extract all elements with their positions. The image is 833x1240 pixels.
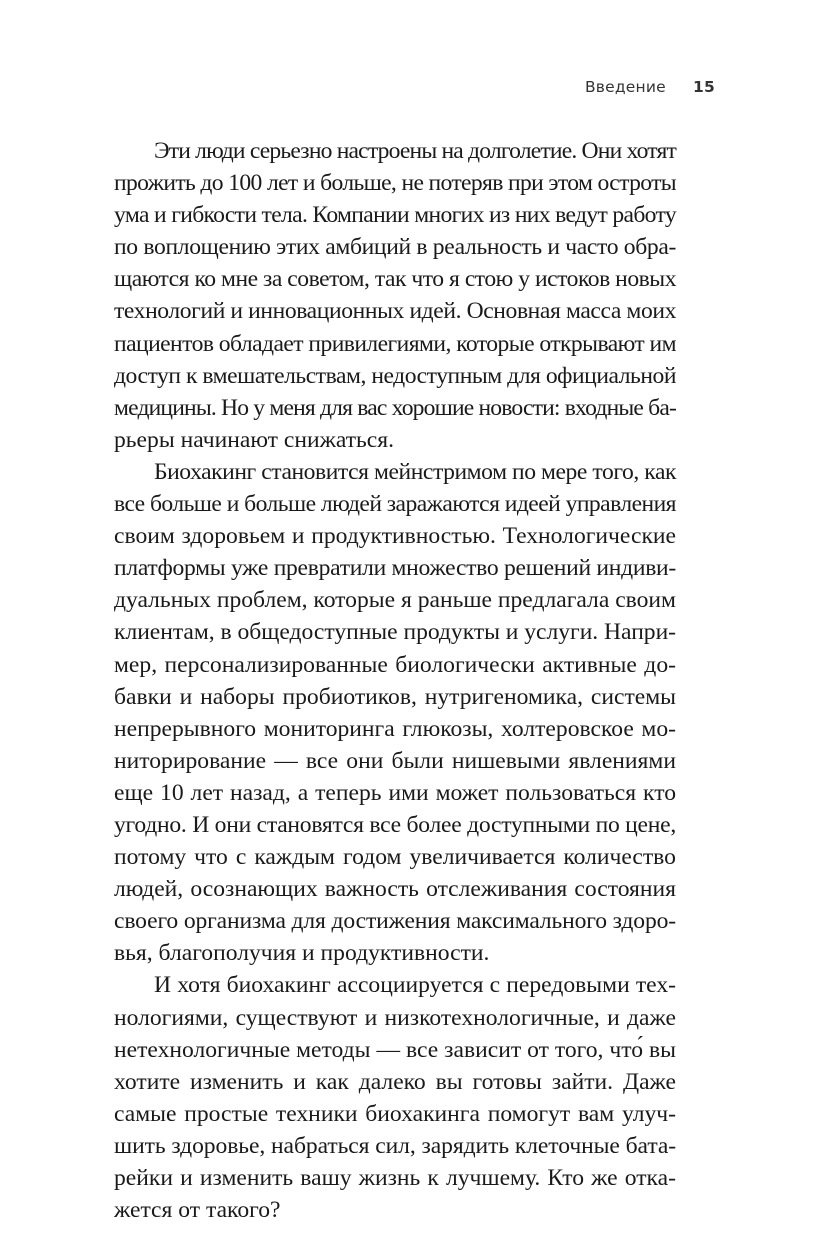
text-line: по воплощению этих амбиций в реальность и часто обра- [114, 234, 677, 261]
text-line: самые простые техники биохакинга помогут вам улуч- [114, 1100, 676, 1127]
text-line: потому что с каждым годом увеличивается количество [114, 844, 676, 871]
text-line: людей, осознающих важность отслеживания состояния [114, 876, 677, 903]
text-line: прожить до 100 лет и больше, не потеряв при этом остроты [114, 170, 676, 197]
text-line: хотите изменить и как далеко вы готовы зайти. Даже [114, 1068, 677, 1095]
text-line: мер, персонализированные биологически активные до- [114, 651, 676, 678]
text-line: все больше и больше людей заражаются идеей управления [114, 491, 676, 518]
page-number: 15 [693, 78, 715, 96]
text-line: Эти люди серьезно настроены на долголетие. Они хотят [154, 138, 676, 164]
running-head [585, 78, 715, 96]
text-line: ума и гибкости тела. Компании многих из них ведут работу [114, 202, 676, 229]
text-line: клиентам, в общедоступные продукты и услуги. Напри- [114, 619, 677, 646]
text-line: доступ к вмешательствам, недоступным для официальной [114, 362, 677, 389]
text-line: технологий и инновационных идей. Основная масса моих [114, 298, 676, 325]
text-line: нологиями, существуют и низкотехнологичные, и даже [114, 1004, 676, 1031]
body-text [114, 135, 716, 1226]
section-title: Введение [584, 78, 666, 96]
text-line: жется от такого? [114, 1197, 281, 1224]
text-line: щаются ко мне за советом, так что я стою у истоков новых [114, 266, 677, 293]
text-line: дуальных проблем, которые я раньше предлагала своим [114, 587, 676, 614]
text-line: вья, благополучия и продуктивности. [114, 940, 490, 967]
text-line: своим здоровьем и продуктивностью. Технологические [114, 523, 677, 550]
text-line: Биохакинг становится мейнстримом по мере того, как [154, 458, 677, 485]
paragraph [114, 135, 716, 456]
paragraph [114, 969, 716, 1226]
text-line: своего организма для достижения максимального здоро- [114, 908, 676, 935]
text-line: платформы уже превратили множество решений индиви- [114, 555, 676, 582]
paragraph [114, 456, 716, 970]
text-line: рейки и изменить вашу жизнь к лучшему. Кто же отка- [114, 1165, 676, 1191]
text-line: медицины. Но у меня для вас хорошие новости: входные ба- [114, 394, 677, 421]
text-line: пациентов обладает привилегиями, которые открывают им [114, 330, 676, 357]
text-line: рьеры начинают снижаться. [114, 426, 395, 453]
text-line: непрерывного мониторинга глюкозы, холтеровское мо- [114, 715, 677, 742]
text-line: нетехнологичные методы — все зависит от того, что́ вы [114, 1036, 676, 1063]
text-line: шить здоровье, набраться сил, зарядить клеточные бата- [114, 1132, 677, 1159]
text-line: еще 10 лет назад, а теперь ими может пользоваться кто [114, 779, 676, 806]
text-line: бавки и наборы пробиотиков, нутригеномика, системы [114, 683, 677, 710]
text-line: И хотя биохакинг ассоциируется с передовыми тех- [154, 972, 676, 999]
text-line: ниторирование — все они были нишевыми явлениями [114, 747, 676, 774]
text-line: угодно. И они становятся все более доступными по цене, [114, 811, 677, 838]
